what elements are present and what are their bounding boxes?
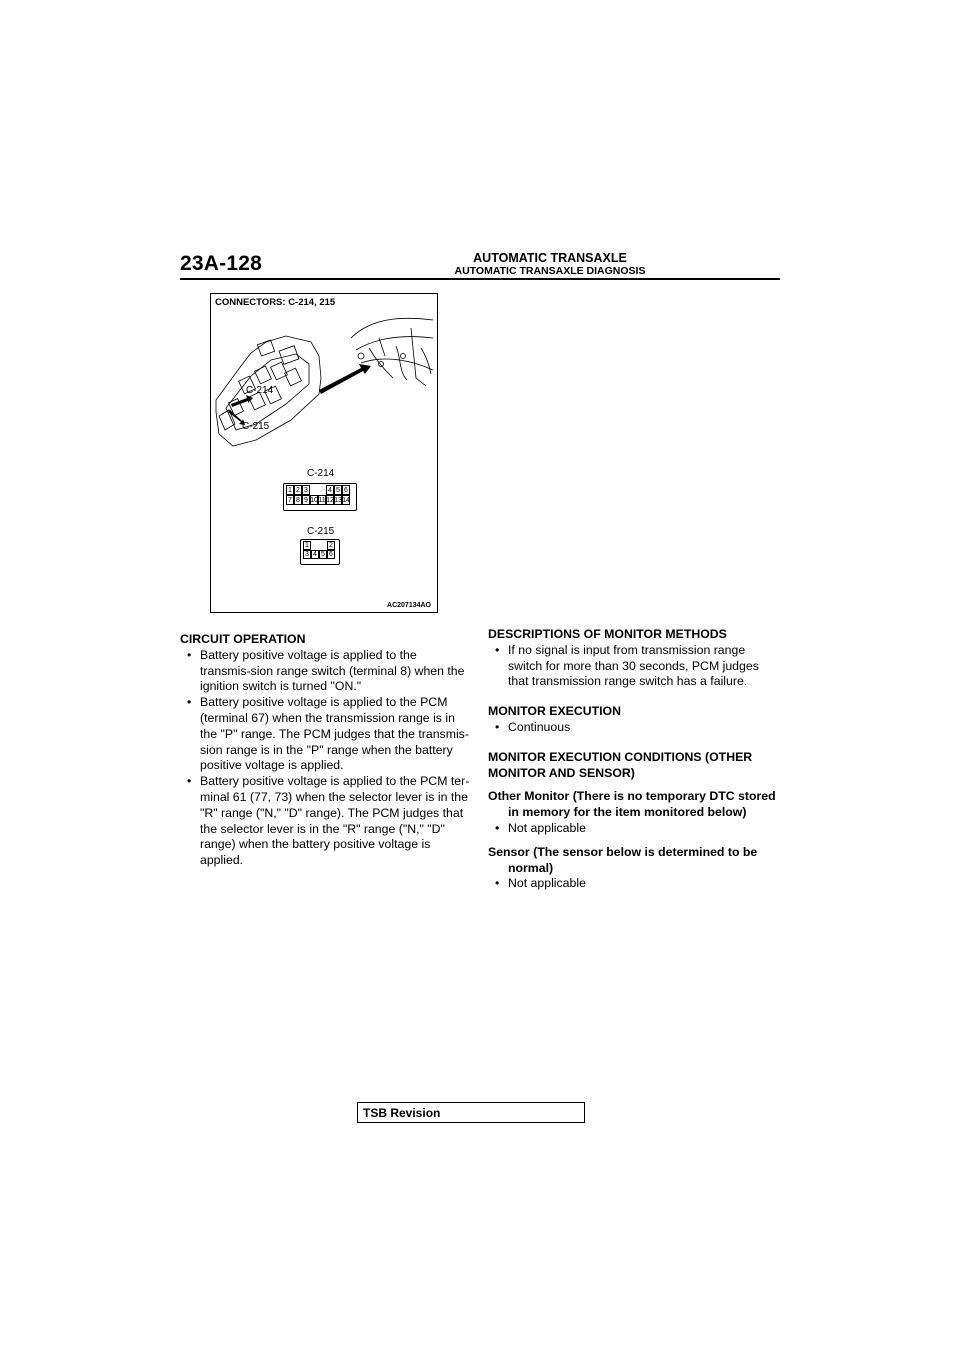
sensor-list: [488, 876, 780, 892]
connector-pin: 1: [286, 485, 294, 495]
page-number: 23A-128: [180, 252, 262, 275]
sensor-heading: Sensor (The sensor below is determined to be normal): [488, 844, 758, 875]
list-item: • Battery positive voltage is applied to the transmis-sion range switch (terminal 8) when the ignition switch is turned "ON.": [180, 648, 470, 695]
other-monitor-heading: Other Monitor (There is no temporary DTC stored in memory for the item monitored below): [488, 789, 776, 820]
connector-pin: 14: [342, 496, 350, 504]
list-item: • Not applicable: [488, 876, 780, 892]
connector-pin: [310, 485, 318, 495]
connector-pin: [311, 541, 319, 550]
connector-pin: 4: [326, 485, 334, 495]
connector-c215-pins: [303, 541, 335, 559]
header-rule: [180, 278, 780, 280]
connector-pin: [319, 541, 327, 550]
other-monitor-list: [488, 821, 780, 837]
circuit-operation-heading: CIRCUIT OPERATION: [180, 632, 306, 646]
header-title: AUTOMATIC TRANSAXLE: [473, 251, 627, 265]
tsb-revision-box: TSB Revision: [357, 1102, 585, 1123]
monitor-methods-heading: DESCRIPTIONS OF MONITOR METHODS: [488, 627, 727, 641]
callout-c214: C-214: [246, 385, 274, 396]
monitor-methods-list: [488, 643, 780, 690]
connector-pin: 8: [294, 495, 302, 505]
monitor-execution-heading: MONITOR EXECUTION: [488, 704, 621, 719]
connector-c214-pins: [286, 485, 350, 505]
connector-c214-label: C-214: [307, 468, 335, 479]
callout-c215: C-215: [242, 421, 270, 432]
connector-pin: 2: [294, 485, 302, 495]
right-column: [488, 627, 780, 892]
connector-c215-label: C-215: [307, 526, 335, 537]
figure-title: CONNECTORS: C-214, 215: [215, 297, 336, 308]
connector-pin: 11: [318, 496, 326, 504]
connector-figure: [210, 293, 438, 613]
connector-pin: 5: [319, 550, 327, 559]
connector-pin: [318, 485, 326, 495]
connector-pin: 13: [334, 496, 342, 504]
left-column: [180, 632, 470, 869]
circuit-operation-list: [180, 648, 470, 869]
list-item: • Battery positive voltage is applied to the PCM (terminal 67) when the transmission range is in the "P" range. The PCM judges that the transmis-sion range is in the "P" range when the battery positive voltage is applied.: [180, 695, 470, 774]
connector-pin: 12: [326, 496, 334, 504]
connector-location-illustration: [211, 308, 437, 458]
list-item: • If no signal is input from transmission range switch for more than 30 seconds, PCM judges that transmission range switch has a failure.: [488, 643, 780, 690]
connector-pin: 3: [302, 485, 310, 495]
list-item: • Continuous: [488, 720, 780, 736]
figure-code: AC207134AO: [387, 602, 431, 609]
connector-pin: 7: [286, 495, 294, 505]
connector-pin: 2: [327, 541, 335, 550]
connector-pin: 5: [334, 485, 342, 495]
monitor-conditions-heading: MONITOR EXECUTION CONDITIONS (OTHER MONITOR AND SENSOR): [488, 749, 753, 780]
connector-pin: 4: [311, 550, 319, 559]
list-item: • Battery positive voltage is applied to the PCM ter-minal 61 (77, 73) when the selector lever is in the "R" range ("N," "D" range). The PCM judges that the selector lever is in the "R" range ("N," "D" range) when the battery positive voltage is applied.: [180, 774, 470, 869]
connector-pin: 10: [310, 496, 318, 504]
header-subtitle: AUTOMATIC TRANSAXLE DIAGNOSIS: [454, 265, 646, 277]
list-item: • Not applicable: [488, 821, 780, 837]
connector-pin: 6: [327, 550, 335, 559]
connector-pin: 9: [302, 495, 310, 505]
connector-pin: 3: [303, 550, 311, 559]
connector-pin: 1: [303, 541, 311, 550]
connector-pin: 6: [342, 485, 350, 495]
monitor-execution-list: [488, 720, 780, 736]
